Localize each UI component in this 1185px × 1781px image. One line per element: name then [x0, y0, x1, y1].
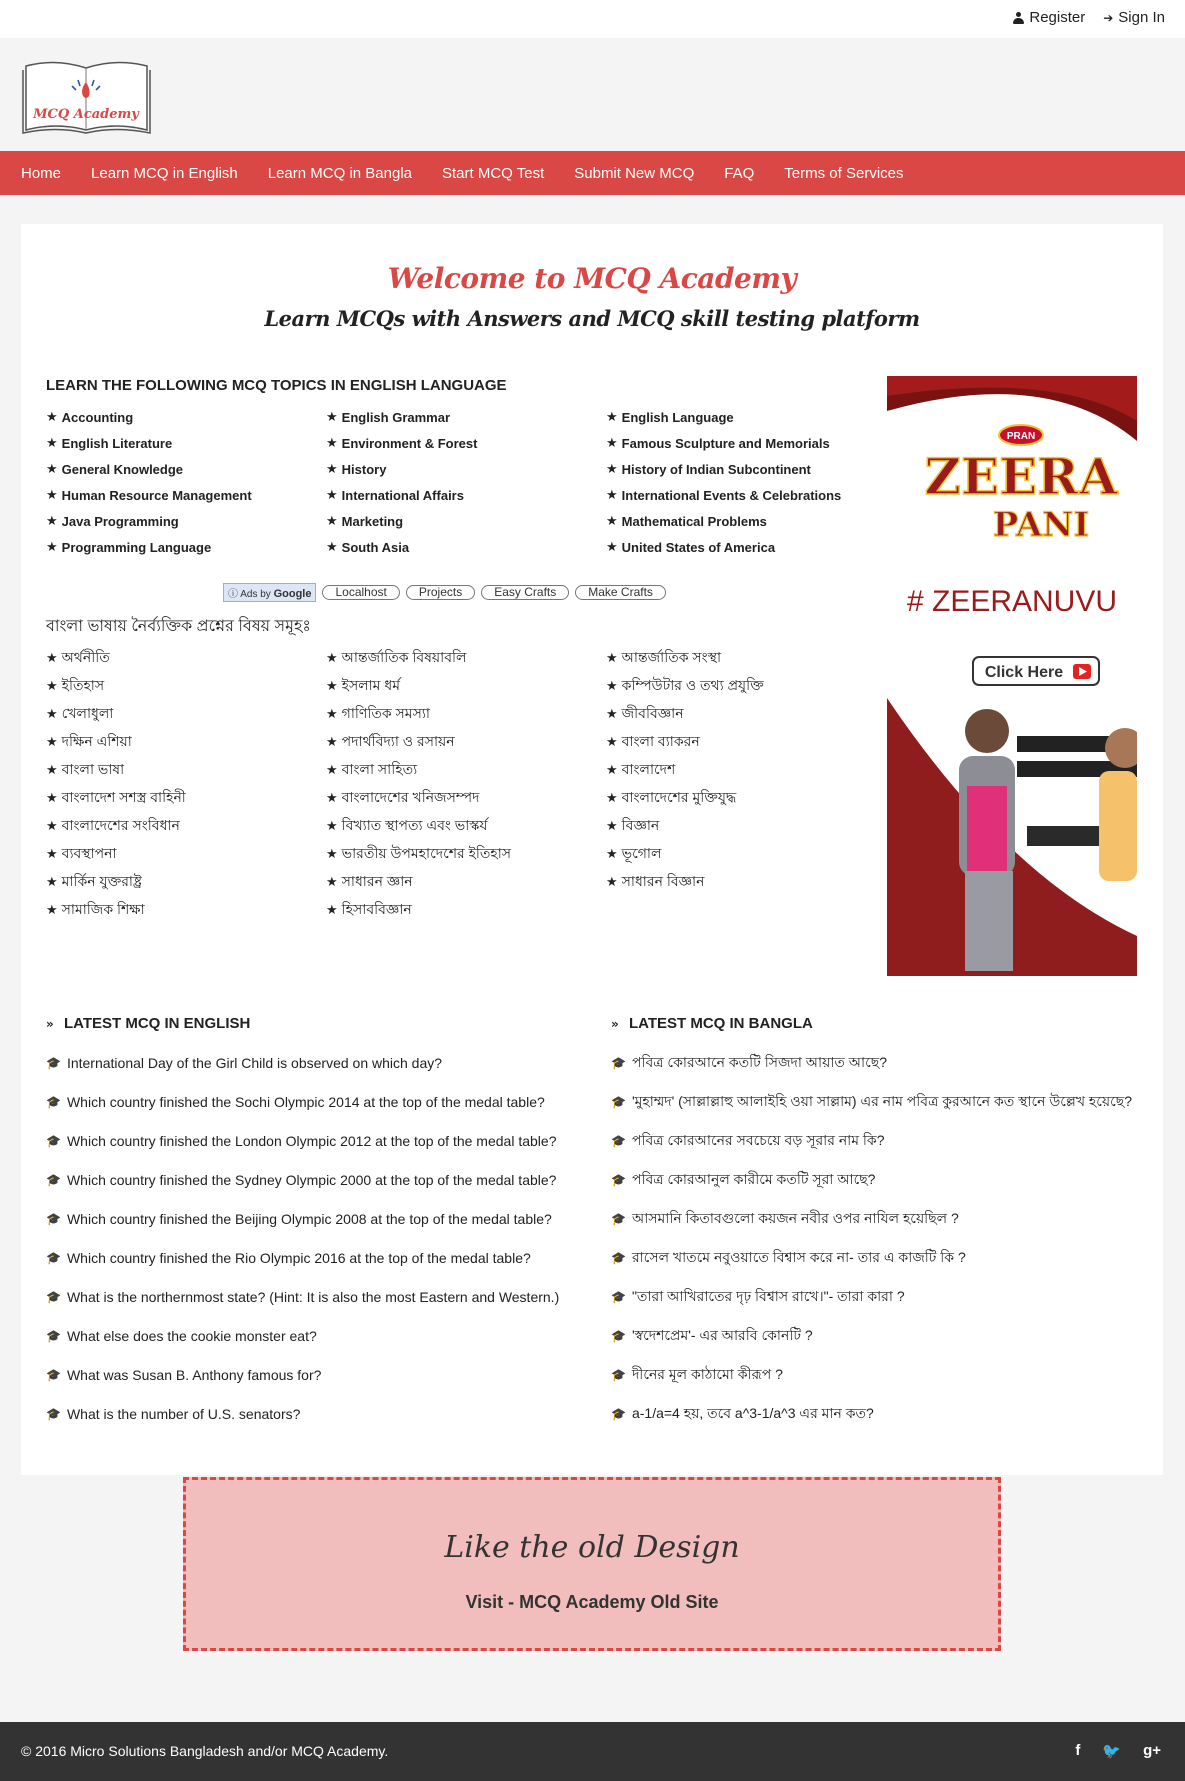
topic-link[interactable]: [606, 728, 886, 756]
graduation-cap-icon: 🎓: [611, 1133, 626, 1148]
star-icon: ★: [46, 650, 58, 666]
star-icon: ★: [46, 790, 58, 806]
tagline: Learn MCQs with Answers and MCQ skill testing platform: [264, 306, 920, 331]
star-icon: ★: [46, 902, 58, 918]
question-text: What is the northernmost state? (Hint: It is also the most Eastern and Western.): [66, 1288, 560, 1305]
topic-link[interactable]: [326, 508, 606, 534]
signin-link[interactable]: ➔ Sign In: [1103, 9, 1165, 26]
list-item[interactable]: [46, 1160, 586, 1199]
topic-label: কম্পিউটার ও তথ্য প্রযুক্তি: [621, 677, 764, 693]
topic-link[interactable]: [46, 784, 326, 812]
register-link[interactable]: Register: [1013, 9, 1085, 26]
star-icon: ★: [606, 874, 618, 890]
graduation-cap-icon: 🎓: [611, 1172, 626, 1187]
star-icon: ★: [326, 409, 338, 425]
star-icon: ★: [326, 734, 338, 750]
content-card: [21, 224, 1163, 1475]
star-icon: ★: [606, 706, 618, 722]
graduation-cap-icon: 🎓: [611, 1211, 626, 1226]
double-chevron-icon: »: [46, 1017, 54, 1031]
topic-link[interactable]: [606, 756, 886, 784]
topic-label: বাংলা ব্যাকরন: [621, 733, 700, 749]
star-icon: ★: [46, 461, 58, 477]
topic-label: Human Resource Management: [61, 487, 252, 503]
topic-label: বাংলা ভাষা: [61, 761, 125, 777]
svg-text:PANI: PANI: [992, 505, 1090, 545]
nav-start-test[interactable]: Start MCQ Test: [442, 164, 545, 182]
question-text: What else does the cookie monster eat?: [66, 1327, 317, 1344]
graduation-cap-icon: 🎓: [46, 1367, 61, 1382]
star-icon: ★: [606, 846, 618, 862]
star-icon: ★: [46, 874, 58, 890]
zeera-pani-ad[interactable]: [887, 376, 1137, 976]
list-item[interactable]: [46, 1199, 586, 1238]
double-chevron-icon: »: [611, 1017, 619, 1031]
topic-label: Java Programming: [61, 513, 179, 529]
star-icon: ★: [606, 650, 618, 666]
topic-link[interactable]: [46, 868, 326, 896]
graduation-cap-icon: 🎓: [46, 1133, 61, 1148]
site-logo[interactable]: [22, 58, 151, 134]
topic-link[interactable]: [606, 672, 886, 700]
topic-label: বাংলাদেশ: [621, 761, 676, 777]
topic-label: International Events & Celebrations: [621, 487, 842, 503]
topic-label: ভারতীয় উপমহাদেশের ইতিহাস: [341, 845, 512, 861]
topic-link[interactable]: [326, 840, 606, 868]
question-text: What was Susan B. Anthony famous for?: [66, 1366, 322, 1383]
topic-link[interactable]: [46, 700, 326, 728]
svg-text:ZEERA: ZEERA: [924, 447, 1118, 506]
topic-link[interactable]: [46, 840, 326, 868]
question-text: Which country finished the Sochi Olympic 2014 at the top of the medal table?: [66, 1093, 545, 1110]
list-item[interactable]: [611, 1355, 1151, 1394]
topic-link[interactable]: [326, 784, 606, 812]
topic-link[interactable]: [326, 482, 606, 508]
question-text: International Day of the Girl Child is observed on which day?: [66, 1054, 443, 1071]
top-bar: [0, 0, 1185, 38]
star-icon: ★: [326, 435, 338, 451]
topic-link[interactable]: [46, 896, 326, 924]
social-links: [1075, 1742, 1161, 1760]
question-text: পবিত্র কোরআনে কতটি সিজদা আয়াত আছে?: [631, 1053, 888, 1070]
star-icon: ★: [326, 487, 338, 503]
topic-label: হিসাববিজ্ঞান: [341, 901, 412, 917]
old-site-link[interactable]: Visit - MCQ Academy Old Site: [465, 1592, 719, 1612]
question-text: Which country finished the Rio Olympic 2016 at the top of the medal table?: [66, 1249, 531, 1266]
star-icon: ★: [606, 762, 618, 778]
graduation-cap-icon: 🎓: [611, 1289, 626, 1304]
topic-link[interactable]: [606, 812, 886, 840]
main-nav: [0, 151, 1185, 195]
question-text: "তারা আখিরাতের দৃঢ় বিশ্বাস রাখে।"- তারা কারা ?: [631, 1287, 905, 1304]
topic-link[interactable]: [46, 728, 326, 756]
topic-link[interactable]: [606, 430, 886, 456]
list-item[interactable]: [46, 1238, 586, 1277]
list-item[interactable]: [611, 1316, 1151, 1355]
topic-link[interactable]: [606, 456, 886, 482]
bangla-topics-grid: [46, 644, 886, 924]
list-item[interactable]: [46, 1316, 586, 1355]
topic-label: সাধারন জ্ঞান: [341, 873, 413, 889]
star-icon: ★: [326, 762, 338, 778]
topic-label: সাধারন বিজ্ঞান: [621, 873, 705, 889]
star-icon: ★: [46, 513, 58, 529]
topic-label: Accounting: [61, 409, 134, 425]
topic-link[interactable]: [326, 868, 606, 896]
star-icon: ★: [606, 435, 618, 451]
google-plus-icon[interactable]: g+: [1143, 1742, 1161, 1759]
topic-link[interactable]: [606, 840, 886, 868]
question-text: 'মুহাম্মদ' (সাল্লাল্লাহু আলাইহি ওয়া সাল্লাম) এর নাম পবিত্র কুরআনে কত স্থানে উল্লেখ হয়েছে?: [631, 1092, 1133, 1109]
topic-label: United States of America: [621, 539, 776, 555]
header: [0, 38, 1185, 150]
topic-link[interactable]: [326, 756, 606, 784]
nav-learn-bangla[interactable]: Learn MCQ in Bangla: [267, 164, 412, 182]
question-text: Which country finished the Sydney Olympic 2000 at the top of the medal table?: [66, 1171, 557, 1188]
topic-label: ইতিহাস: [61, 677, 105, 693]
topic-label: English Language: [621, 409, 734, 425]
list-item[interactable]: [611, 1394, 1151, 1433]
topic-link[interactable]: [326, 672, 606, 700]
star-icon: ★: [46, 734, 58, 750]
topic-label: History: [341, 461, 387, 477]
star-icon: ★: [326, 539, 338, 555]
topic-link[interactable]: [46, 508, 326, 534]
topic-link[interactable]: [606, 700, 886, 728]
nav-terms[interactable]: Terms of Services: [784, 164, 904, 182]
star-icon: ★: [326, 650, 338, 666]
ads-row: [223, 583, 666, 602]
star-icon: ★: [326, 461, 338, 477]
svg-text:PRAN: PRAN: [1006, 431, 1036, 442]
topic-label: Marketing: [341, 513, 404, 529]
topic-link[interactable]: [326, 430, 606, 456]
topic-label: সামাজিক শিক্ষা: [61, 901, 145, 917]
graduation-cap-icon: 🎓: [611, 1094, 626, 1109]
topic-link[interactable]: [326, 404, 606, 430]
topic-label: English Grammar: [341, 409, 451, 425]
topic-label: বিখ্যাত স্থাপত্য এবং ভাস্কর্য: [341, 817, 488, 833]
topic-link[interactable]: [606, 868, 886, 896]
nav-home[interactable]: Home: [21, 164, 62, 182]
star-icon: ★: [606, 539, 618, 555]
question-text: Which country finished the Beijing Olympic 2008 at the top of the medal table?: [66, 1210, 552, 1227]
english-topics-grid: [46, 404, 886, 560]
topic-label: ভূগোল: [621, 845, 662, 861]
topic-label: বাংলাদেশ সশস্ত্র বাহিনী: [61, 789, 186, 805]
graduation-cap-icon: 🎓: [46, 1289, 61, 1304]
topic-link[interactable]: [326, 728, 606, 756]
topic-link[interactable]: [46, 756, 326, 784]
ad-link-projects[interactable]: Projects: [406, 585, 475, 600]
latest-english-title: » LATEST MCQ IN ENGLISH: [46, 1015, 251, 1032]
graduation-cap-icon: 🎓: [46, 1172, 61, 1187]
topic-link[interactable]: [606, 784, 886, 812]
star-icon: ★: [46, 435, 58, 451]
list-item[interactable]: [46, 1355, 586, 1394]
list-item[interactable]: [611, 1043, 1151, 1082]
bangla-topics-title: বাংলা ভাষায় নৈর্ব্যক্তিক প্রশ্নের বিষয় সমূহঃ: [46, 618, 311, 635]
star-icon: ★: [606, 409, 618, 425]
topic-label: বাংলাদেশের খনিজসম্পদ: [341, 789, 480, 805]
ad-link-make-crafts[interactable]: Make Crafts: [575, 585, 666, 600]
topic-label: History of Indian Subcontinent: [621, 461, 811, 477]
topic-link[interactable]: [46, 812, 326, 840]
topic-label: গাণিতিক সমস্যা: [341, 705, 430, 721]
topic-label: বাংলা সাহিত্য: [341, 761, 418, 777]
twitter-icon[interactable]: 🐦: [1102, 1742, 1122, 1760]
star-icon: ★: [606, 790, 618, 806]
nav-submit-mcq[interactable]: Submit New MCQ: [574, 164, 695, 182]
question-text: দীনের মূল কাঠামো কীরূপ ?: [631, 1365, 783, 1382]
graduation-cap-icon: 🎓: [46, 1211, 61, 1226]
nav-learn-english[interactable]: Learn MCQ in English: [91, 164, 238, 182]
topic-label: মার্কিন যুক্তরাষ্ট্র: [61, 873, 142, 889]
star-icon: ★: [606, 487, 618, 503]
ad-link-localhost[interactable]: Localhost: [322, 585, 399, 600]
topic-link[interactable]: [46, 430, 326, 456]
english-topics-title: LEARN THE FOLLOWING MCQ TOPICS IN ENGLISH LANGUAGE: [46, 377, 507, 394]
star-icon: ★: [326, 790, 338, 806]
topic-link[interactable]: [46, 534, 326, 560]
topic-label: জীববিজ্ঞান: [621, 705, 684, 721]
list-item[interactable]: [611, 1082, 1151, 1121]
star-icon: ★: [326, 874, 338, 890]
topic-link[interactable]: [46, 672, 326, 700]
graduation-cap-icon: 🎓: [611, 1367, 626, 1382]
topic-label: ব্যবস্থাপনা: [61, 845, 117, 861]
svg-text:# ZEERANUVU: # ZEERANUVU: [906, 585, 1118, 618]
question-text: a-1/a=4 হয়, তবে a^3-1/a^3 এর মান কত?: [631, 1404, 874, 1421]
topic-link[interactable]: [46, 404, 326, 430]
topic-label: আন্তর্জাতিক সংস্থা: [621, 649, 722, 665]
star-icon: ★: [606, 734, 618, 750]
list-item[interactable]: [611, 1160, 1151, 1199]
star-icon: ★: [46, 846, 58, 862]
topic-link[interactable]: [46, 482, 326, 508]
list-item[interactable]: [611, 1277, 1151, 1316]
list-item[interactable]: [611, 1199, 1151, 1238]
topic-label: Mathematical Problems: [621, 513, 767, 529]
graduation-cap-icon: 🎓: [611, 1055, 626, 1070]
graduation-cap-icon: 🎓: [46, 1328, 61, 1343]
list-item[interactable]: [611, 1121, 1151, 1160]
star-icon: ★: [326, 902, 338, 918]
svg-text:MCQ Academy: MCQ Academy: [33, 107, 139, 122]
topic-label: English Literature: [61, 435, 173, 451]
topic-label: Programming Language: [61, 539, 212, 555]
star-icon: ★: [326, 818, 338, 834]
latest-bangla-title: » LATEST MCQ IN BANGLA: [611, 1015, 813, 1032]
topic-label: অর্থনীতি: [61, 649, 110, 665]
star-icon: ★: [326, 846, 338, 862]
star-icon: ★: [326, 706, 338, 722]
question-text: 'স্বদেশপ্রেম'- এর আরবি কোনটি ?: [631, 1326, 813, 1343]
question-text: What is the number of U.S. senators?: [66, 1405, 301, 1422]
topic-link[interactable]: [606, 644, 886, 672]
star-icon: ★: [46, 706, 58, 722]
graduation-cap-icon: 🎓: [46, 1055, 61, 1070]
question-text: পবিত্র কোরআনুল কারীমে কতটি সূরা আছে?: [631, 1170, 876, 1187]
list-item[interactable]: [46, 1277, 586, 1316]
topic-link[interactable]: [606, 508, 886, 534]
star-icon: ★: [46, 487, 58, 503]
graduation-cap-icon: 🎓: [611, 1406, 626, 1421]
list-item[interactable]: [46, 1043, 586, 1082]
topic-label: পদার্থবিদ্যা ও রসায়ন: [341, 733, 455, 749]
topic-label: Famous Sculpture and Memorials: [621, 435, 830, 451]
graduation-cap-icon: 🎓: [611, 1328, 626, 1343]
facebook-icon[interactable]: f: [1075, 1742, 1081, 1759]
topic-link[interactable]: [606, 482, 886, 508]
topic-link[interactable]: [606, 404, 886, 430]
topic-label: বাংলাদেশের সংবিধান: [61, 817, 180, 833]
list-item[interactable]: [46, 1121, 586, 1160]
topic-label: General Knowledge: [61, 461, 184, 477]
user-icon: [1013, 12, 1024, 24]
topic-link[interactable]: [326, 896, 606, 924]
graduation-cap-icon: 🎓: [46, 1406, 61, 1421]
star-icon: ★: [606, 513, 618, 529]
list-item[interactable]: [46, 1082, 586, 1121]
svg-text:Click Here: Click Here: [984, 664, 1064, 681]
list-item[interactable]: [46, 1394, 586, 1433]
question-text: পবিত্র কোরআনের সবচেয়ে বড় সূরার নাম কি?: [631, 1131, 885, 1148]
star-icon: ★: [326, 513, 338, 529]
welcome-heading: Welcome to MCQ Academy: [387, 262, 797, 295]
topic-link[interactable]: [46, 456, 326, 482]
auth-links: [1013, 9, 1165, 26]
topic-label: International Affairs: [341, 487, 464, 503]
topic-link[interactable]: [326, 644, 606, 672]
topic-link[interactable]: [326, 700, 606, 728]
topic-label: আন্তর্জাতিক বিষয়াবলি: [341, 649, 467, 665]
topic-label: বাংলাদেশের মুক্তিযুদ্ধ: [621, 789, 737, 805]
star-icon: ★: [46, 409, 58, 425]
question-text: রাসেল খাতমে নবুওয়াতে বিশ্বাস করে না- তার এ কাজটি কি ?: [631, 1248, 966, 1265]
question-text: Which country finished the London Olympic 2012 at the top of the medal table?: [66, 1132, 557, 1149]
star-icon: ★: [326, 678, 338, 694]
topic-label: Environment & Forest: [341, 435, 478, 451]
topic-link[interactable]: [46, 644, 326, 672]
star-icon: ★: [46, 762, 58, 778]
list-item[interactable]: [611, 1238, 1151, 1277]
footer: [0, 1722, 1185, 1781]
question-text: আসমানি কিতাবগুলো কয়জন নবীর ওপর নাযিল হয়েছিল ?: [631, 1209, 959, 1226]
topic-link[interactable]: [326, 534, 606, 560]
topic-label: খেলাধুলা: [61, 705, 114, 721]
graduation-cap-icon: 🎓: [46, 1094, 61, 1109]
topic-label: দক্ষিন এশিয়া: [61, 733, 132, 749]
old-design-box[interactable]: [183, 1477, 1001, 1651]
topic-link[interactable]: [606, 534, 886, 560]
topic-label: ইসলাম ধর্ম: [341, 677, 400, 693]
star-icon: ★: [46, 678, 58, 694]
topic-label: South Asia: [341, 539, 410, 555]
topic-label: বিজ্ঞান: [621, 817, 660, 833]
latest-bangla-list: [611, 1043, 1151, 1433]
sign-in-icon: ➔: [1103, 10, 1114, 25]
ads-by-google-badge[interactable]: ⓘ Ads by Google: [223, 583, 316, 602]
ad-link-easy-crafts[interactable]: Easy Crafts: [481, 585, 569, 600]
star-icon: ★: [606, 678, 618, 694]
old-design-heading: Like the old Design: [444, 1530, 740, 1565]
nav-faq[interactable]: FAQ: [724, 164, 755, 182]
star-icon: ★: [606, 461, 618, 477]
star-icon: ★: [46, 539, 58, 555]
copyright: © 2016 Micro Solutions Bangladesh and/or MCQ Academy.: [21, 1743, 389, 1759]
graduation-cap-icon: 🎓: [46, 1250, 61, 1265]
star-icon: ★: [606, 818, 618, 834]
topic-link[interactable]: [326, 812, 606, 840]
latest-english-list: [46, 1043, 586, 1433]
topic-link[interactable]: [326, 456, 606, 482]
graduation-cap-icon: 🎓: [611, 1250, 626, 1265]
star-icon: ★: [46, 818, 58, 834]
